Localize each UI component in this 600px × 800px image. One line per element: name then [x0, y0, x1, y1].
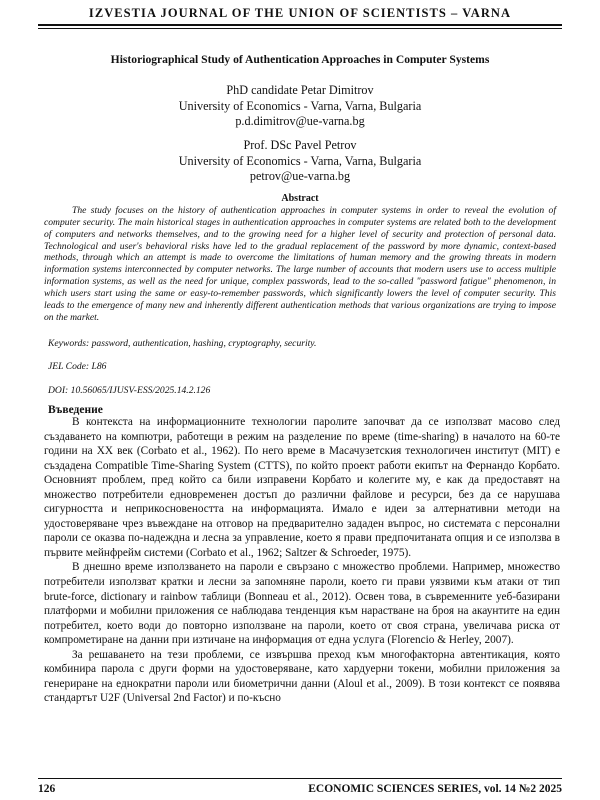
author-name: Prof. DSc Pavel Petrov	[243, 138, 357, 152]
paragraph: За решаването на тези проблеми, се извършва преход към многофакторна автентикация, която комбинира парола с други форми на удостоверяване, като хардуерни токени, мобилни приложения за генериране на еднократни пароли или биометрични данни (Aloul et al., 2009). В този контекст се появява стандартът U2F (Universal 2nd Factor) и по-късно	[44, 648, 560, 705]
series-info: ECONOMIC SCIENCES SERIES, vol. 14 №2 2025	[308, 783, 562, 795]
author-email: petrov@ue-varna.bg	[249, 169, 351, 183]
header-rule	[38, 24, 562, 26]
jel-code: JEL Code: L86	[48, 361, 107, 372]
paragraph: В днешно време използването на пароли е свързано с множество проблеми. Например, множество потребители използват кратки и лесни за запомняне пароли, което ги прави уязвими към атаки от тип brute-force, dictionary и rainbow таблици (Bonneau et al., 2012). Освен това, в съвременните уеб-базирани платформи и мобилни приложения се наблюдава тенденция към нарастване на броя на акаунтите на един потребител, което води до повторно използване на пароли, което от своя страна, увеличава риска от компрометиране на данни при изтичане на информация от една услуга (Florencio & Herley, 2007).	[44, 561, 560, 647]
author-email: p.d.dimitrov@ue-varna.bg	[235, 114, 365, 128]
journal-header: IZVESTIA JOURNAL OF THE UNION OF SCIENTISTS – VARNA	[88, 6, 512, 20]
author-block-1	[38, 83, 562, 130]
abstract-heading: Abstract	[281, 193, 319, 204]
body-text	[44, 415, 560, 706]
author-affiliation: University of Economics - Varna, Varna, Bulgaria	[178, 98, 422, 113]
author-name: PhD candidate Petar Dimitrov	[226, 83, 374, 97]
paper-title: Historiographical Study of Authentication Approaches in Computer Systems	[110, 53, 490, 66]
section-heading: Въведение	[48, 404, 103, 416]
author-block-2	[38, 138, 562, 185]
keywords: Keywords: password, authentication, hashing, cryptography, security.	[48, 338, 317, 349]
footer-rule	[38, 778, 562, 779]
author-affiliation: University of Economics - Varna, Varna, Bulgaria	[178, 153, 422, 168]
header-rule-2	[38, 28, 562, 29]
paragraph: В контекста на информационните технологии паролите започват да се използват масово след създаването на компютри, работещи в режим на разделение по време (time-sharing) в началото на 60-те години на XX век (Corbato et al., 1962). По него време в Масачузетския технологичен институт (MIT) е създадена Compatible Time-Sharing System (CTTS), по който проект работи екипът на Фернандо Корбато. Основният проблем, пред който са били изправени Корбато и колегите му, е как да предоставят на множество потребители едновременен достъп до различни файлове и ресурси, без да се нарушава сигурността и неприкосновеността на информацията. Имало е идеи за алтернативни методи на удостоверяване чрез въвеждане на отговор на предварително зададен въпрос, но системата с персонални пароли се оказва по-надеждна и лесна за управление, което я прави предпочитаната опция и се използва в първите мейнфрейм системи (Corbato et al., 1962; Saltzer & Schroeder, 1975).	[44, 416, 560, 559]
doi: DOI: 10.56065/IJUSV-ESS/2025.14.2.126	[48, 385, 211, 396]
page-number: 126	[38, 783, 56, 795]
abstract-text: The study focuses on the history of authentication approaches in computer systems in order to reveal the evolution of computer security. The main historical stages in authentication approaches in computer systems are related both to the development of computers and networks themselves, and to the growing need for a higher level of security and protection of personal data. Technological and user's behavioral risks have led to the gradual replacement of the password by more dynamic, context-based methods, through which an attempt is made to overcome the limitations of human memory and the growing threats in modern information systems interconnected by computer networks. The large number of accounts that modern users use to access multiple information systems, as well as the need for unique, complex passwords, lead to the so-called "password fatigue" phenomenon, in which users start using the same or easy-to-remember passwords, which significantly lowers the level of computer security. This leads to the emergence of many new and inherently different authentication methods that various organizations are trying to impose on the market.	[44, 205, 556, 323]
